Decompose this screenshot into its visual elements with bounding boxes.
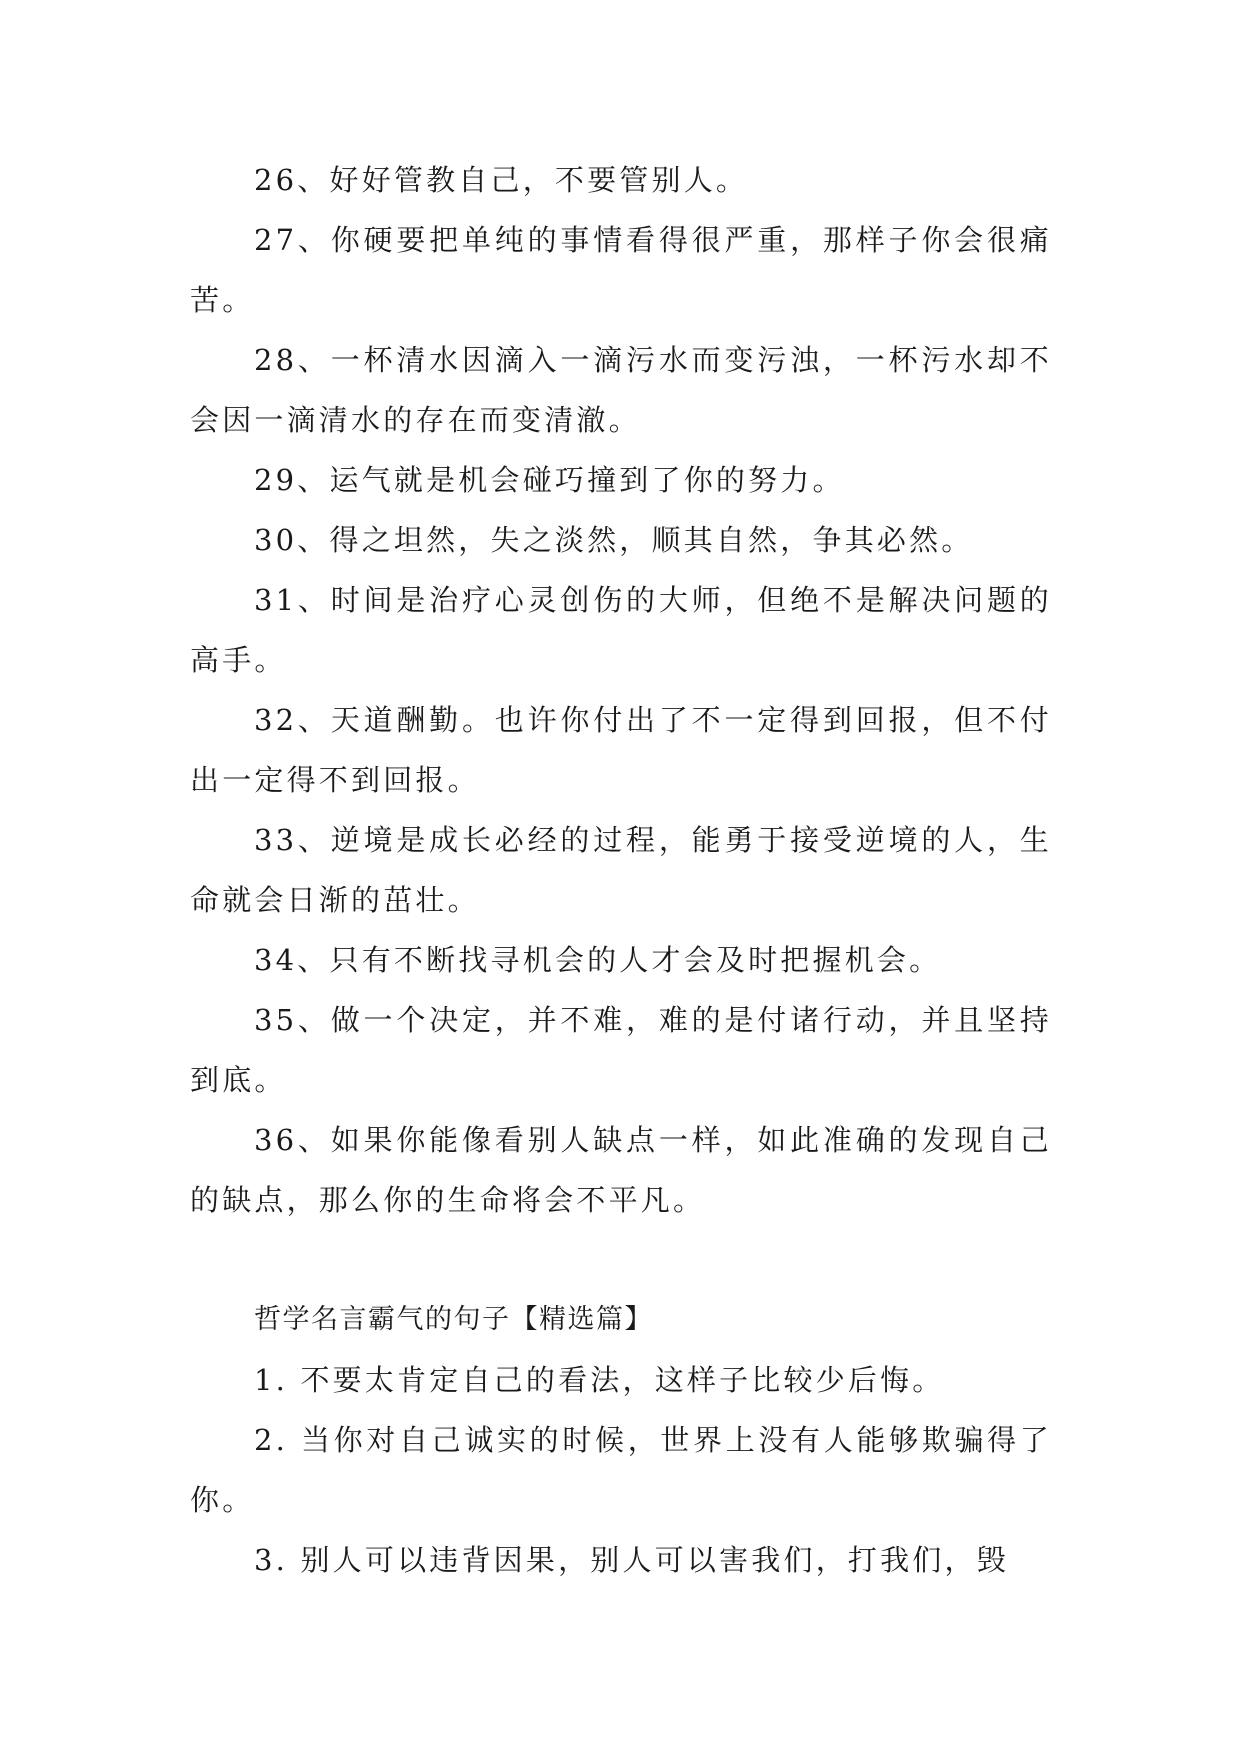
quote-31: 31、时间是治疗心灵创伤的大师，但绝不是解决问题的高手。 [190, 583, 1052, 677]
quote-27: 27、你硬要把单纯的事情看得很严重，那样子你会很痛苦。 [190, 223, 1052, 317]
quote-30: 30、得之坦然，失之淡然，顺其自然，争其必然。 [254, 523, 974, 557]
quote-36: 36、如果你能像看别人缺点一样，如此准确的发现自己的缺点，那么你的生命将会不平凡。 [190, 1123, 1052, 1217]
section-heading: 哲学名言霸气的句子【精选篇】 [254, 1304, 653, 1335]
quote-28: 28、一杯清水因滴入一滴污水而变污浊，一杯污水却不会因一滴清水的存在而变清澈。 [190, 343, 1052, 437]
section-quote-3: 3. 别人可以违背因果，别人可以害我们，打我们，毁 [254, 1543, 1009, 1577]
quote-list [190, 150, 1052, 1230]
quote-33: 33、逆境是成长必经的过程，能勇于接受逆境的人，生命就会日渐的茁壮。 [190, 823, 1052, 917]
quote-29: 29、运气就是机会碰巧撞到了你的努力。 [254, 463, 845, 497]
quote-35: 35、做一个决定，并不难，难的是付诸行动，并且坚持到底。 [190, 1003, 1052, 1097]
section-quote-1: 1. 不要太肯定自己的看法，这样子比较少后悔。 [254, 1363, 945, 1397]
quote-26: 26、好好管教自己，不要管别人。 [254, 163, 749, 197]
section-quote-2: 2. 当你对自己诚实的时候，世界上没有人能够欺骗得了你。 [190, 1423, 1052, 1517]
quote-32: 32、天道酬勤。也许你付出了不一定得到回报，但不付出一定得不到回报。 [190, 703, 1052, 797]
document-page [190, 150, 1052, 1590]
quote-34: 34、只有不断找寻机会的人才会及时把握机会。 [254, 943, 942, 977]
section-quote-list [190, 1350, 1052, 1590]
